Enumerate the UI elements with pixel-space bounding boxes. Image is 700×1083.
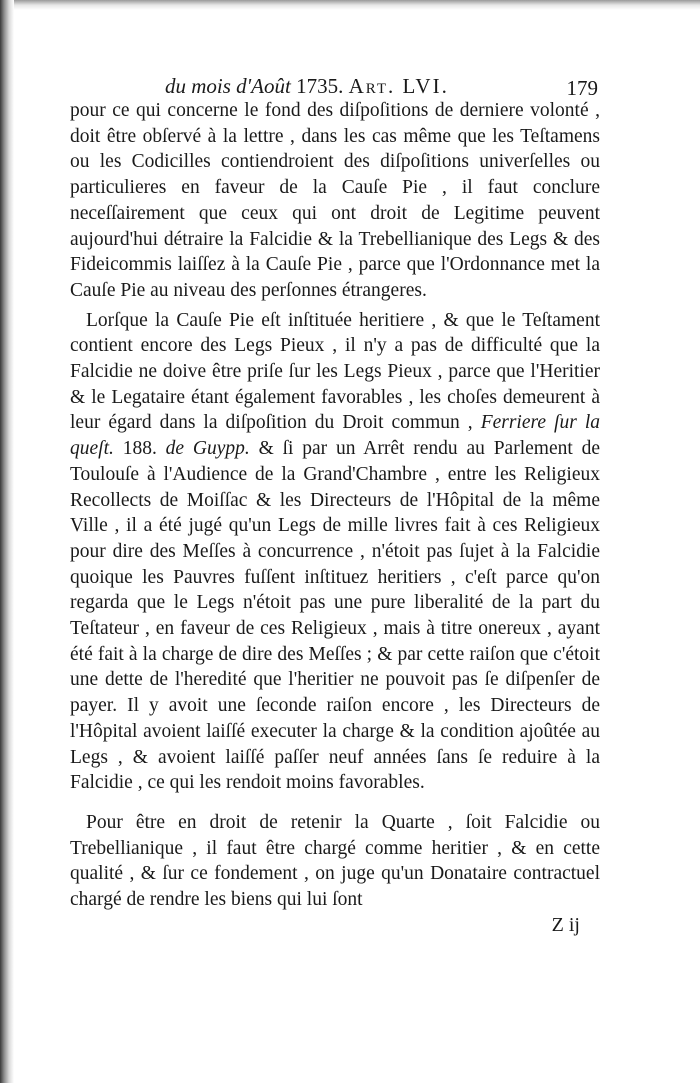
paragraph-2 xyxy=(70,308,600,796)
running-head xyxy=(70,68,600,100)
paragraph-gap xyxy=(70,796,600,806)
running-head-year: 1735. xyxy=(296,74,344,98)
page-gutter-shadow xyxy=(0,0,14,1083)
text-segment: 188. xyxy=(113,438,166,460)
text-segment: Pour être en droit de retenir la Quarte , ſoit Falcidie ou Trebellianique , il faut être chargé comme heritier , & en cette qualité , & ſur ce fondement , on juge qu'un Donataire contractuel chargé de rendre les biens qui lui ſont xyxy=(70,811,600,911)
paragraph-3 xyxy=(70,810,600,913)
text-segment: pour ce qui concerne le fond des diſpoſitions de derniere volonté , doit être obſervé à la lettre , dans les cas même que les Teſtamens ou les Codicilles contiendroient des diſpoſitions univerſelles ou particulieres en faveur de la Cauſe Pie , il faut conclure neceſſairement que ceux qui ont droit de Legitime peuvent aujourd'hui détraire la Falcidie & la Trebellianique des Legs & des Fideicommis laiſſez à la Cauſe Pie , parce que l'Ordonnance met la Cauſe Pie au niveau des perſonnes étrangeres. xyxy=(70,100,600,301)
page-top-shadow xyxy=(14,0,700,10)
citation-italic: Ferriere ſur la queſt. xyxy=(70,412,600,460)
paragraph-1 xyxy=(70,98,600,304)
text-segment: & ſi par un Arrêt rendu au Parlement de Toulouſe à l'Audience de la Grand'Chambre , entre les Religieux Recollects de Moiſſac & les Directeurs de l'Hôpital de la même Ville , il a été jugé qu'un Legs de mille livres fait à ces Religieux pour dire des Meſſes à concurrence , n'étoit pas ſujet à la Falcidie quoique les Pauvres fuſſent inſtituez heritiers , c'eſt parce qu'on regarda que le Legs n'étoit pas une pure liberalité de la part du Teſtateur , en faveur de ces Religieux , mais à titre onereux , ayant été fait à la charge de dire des Meſſes ; & par cette raiſon que c'étoit une dette de l'heredité que l'heritier ne pouvoit pas ſe diſpenſer de payer. Il y avoit une ſeconde raiſon encore , les Directeurs de l'Hôpital avoient laiſſé executer la charge & la condition ajoûtée au Legs , & avoient laiſſé paſſer neuf années ſans ſe reduire à la Falcidie , ce qui les rendoit moins favorables. xyxy=(70,438,601,794)
running-head-article: Art. LVI. xyxy=(348,74,449,98)
citation-italic: de Guypp. xyxy=(165,438,250,460)
text-segment: Lorſque la Cauſe Pie eſt inſtituée heritiere , & que le Teſtament contient encore des Legs Pieux , il n'y a pas de difficulté que la Falcidie ne doive être priſe ſur les Legs Pieux , parce que l'Heritier & le Legataire étant également favorables , les choſes demeurent à leur égard dans la diſpoſition du Droit commun , xyxy=(70,309,600,434)
book-page xyxy=(70,68,600,939)
running-head-title xyxy=(165,74,449,100)
running-head-prefix: du mois d'Août xyxy=(165,74,291,98)
body-text xyxy=(70,98,600,913)
signature-mark: Z ij xyxy=(551,913,580,936)
page-number: 179 xyxy=(566,76,598,100)
